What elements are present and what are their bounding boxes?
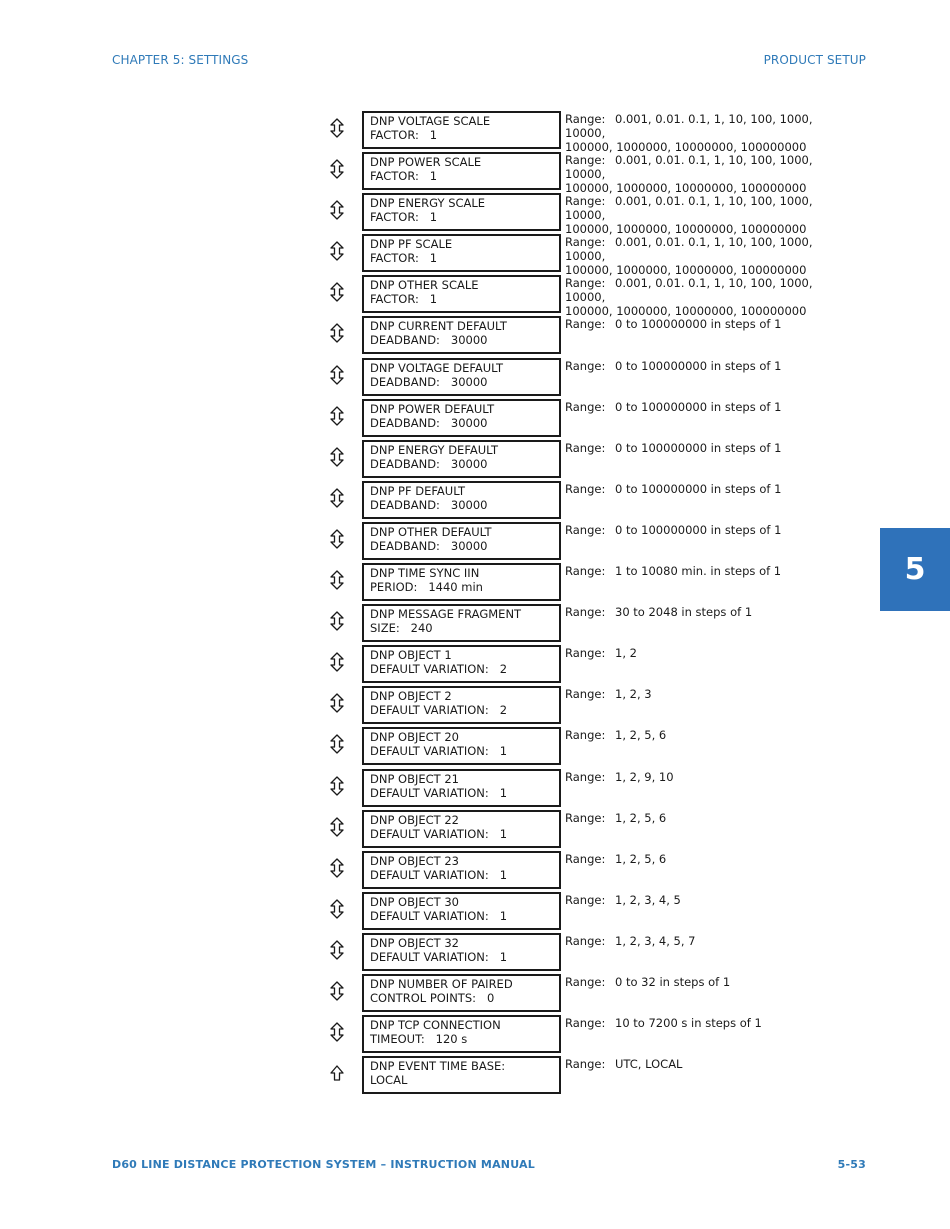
setting-value: FACTOR: 1 [370,128,438,142]
setting-row [0,522,950,563]
setting-name: DNP MESSAGE FRAGMENT [370,607,522,622]
range-values: 1, 2, 3 [615,687,652,702]
setting-value: DEFAULT VARIATION: 1 [370,785,508,800]
range-values-continued: 100000, 1000000, 10000000, 100000000 [565,140,807,154]
range-label: Range: [565,194,606,209]
setting-display [362,769,561,807]
setting-row [0,645,950,686]
setting-row [0,933,950,974]
setting-display [362,234,561,272]
range-label: Range: [565,892,606,907]
setting-range [565,112,855,154]
setting-name: DNP POWER SCALE [370,155,482,170]
setting-range [565,482,855,496]
range-values: 0.001, 0.01. 0.1, 1, 10, 100, 1000, 10000, [565,194,817,223]
setting-display [362,933,561,971]
section-header: PRODUCT SETUP [763,53,866,67]
range-values: 10 to 7200 s in steps of 1 [615,1016,762,1031]
range-values: 0 to 100000000 in steps of 1 [615,481,782,496]
setting-value: FACTOR: 1 [370,292,438,307]
setting-range [565,194,855,236]
setting-display [362,974,561,1012]
up-down-arrow-icon [329,118,345,138]
setting-range [565,770,855,784]
setting-value: SIZE: 240 [370,621,433,636]
setting-range [565,441,855,455]
setting-range [565,893,855,907]
setting-display [362,892,561,930]
setting-row [0,152,950,196]
setting-row [0,892,950,933]
setting-range [565,646,855,660]
setting-name: DNP PF SCALE [370,237,453,252]
setting-range [565,811,855,825]
range-values: 0 to 100000000 in steps of 1 [615,399,782,414]
up-down-arrow-icon [329,323,345,343]
range-label: Range: [565,358,606,373]
setting-name: DNP OBJECT 2 [370,689,452,704]
setting-display [362,1015,561,1053]
range-values: 1, 2, 5, 6 [615,810,667,825]
setting-range [565,1057,855,1071]
setting-row [0,1056,950,1097]
setting-range [565,934,855,948]
setting-range [565,400,855,414]
range-label: Range: [565,440,606,455]
setting-value: LOCAL [370,1073,408,1088]
range-values: 0.001, 0.01. 0.1, 1, 10, 100, 1000, 10000, [565,276,817,305]
range-label: Range: [565,399,606,414]
setting-row [0,275,950,319]
setting-name: DNP PF DEFAULT [370,483,466,498]
setting-name: DNP OBJECT 20 [370,730,459,745]
setting-range [565,359,855,373]
setting-range [565,687,855,701]
range-values-continued: 100000, 1000000, 10000000, 100000000 [565,304,807,319]
setting-range [565,728,855,742]
setting-value: DEFAULT VARIATION: 1 [370,826,508,841]
range-values: 0.001, 0.01. 0.1, 1, 10, 100, 1000, 10000, [565,153,817,182]
up-down-arrow-icon [329,488,345,508]
setting-name: DNP TIME SYNC IIN [370,566,480,581]
setting-range [565,523,855,537]
setting-value: DEFAULT VARIATION: 2 [370,703,508,718]
up-down-arrow-icon [329,693,345,713]
setting-display [362,686,561,724]
setting-row [0,769,950,810]
up-down-arrow-icon [329,365,345,385]
setting-name: DNP OBJECT 21 [370,771,459,786]
up-down-arrow-icon [329,570,345,590]
setting-value: PERIOD: 1440 min [370,580,483,595]
setting-name: DNP OBJECT 32 [370,935,459,950]
range-values-continued: 100000, 1000000, 10000000, 100000000 [565,181,807,196]
setting-value: TIMEOUT: 120 s [370,1032,468,1047]
setting-range [565,235,855,277]
setting-display [362,645,561,683]
up-down-arrow-icon [329,159,345,179]
setting-value: DEADBAND: 30000 [370,374,488,389]
range-label: Range: [565,851,606,866]
range-values: 1, 2, 9, 10 [615,769,674,784]
setting-value: DEFAULT VARIATION: 1 [370,744,508,759]
setting-range [565,852,855,866]
manual-title-footer: D60 LINE DISTANCE PROTECTION SYSTEM – INSTRUCTION MANUAL [112,1158,535,1171]
setting-display [362,152,561,190]
setting-display [362,851,561,889]
range-values: UTC, LOCAL [615,1057,683,1072]
setting-row [0,686,950,727]
up-down-arrow-icon [329,940,345,960]
setting-row [0,316,950,357]
setting-name: DNP OBJECT 1 [370,648,452,663]
setting-value: DEADBAND: 30000 [370,415,488,430]
settings-list [0,111,950,1097]
setting-value: FACTOR: 1 [370,210,438,225]
setting-row [0,810,950,851]
range-label: Range: [565,522,606,537]
range-label: Range: [565,564,606,579]
setting-name: DNP ENERGY DEFAULT [370,442,499,457]
setting-value: DEFAULT VARIATION: 1 [370,867,508,882]
setting-name: DNP OTHER DEFAULT [370,524,492,539]
range-values-continued: 100000, 1000000, 10000000, 100000000 [565,222,807,237]
setting-row [0,399,950,440]
up-arrow-icon [329,1063,345,1083]
up-down-arrow-icon [329,734,345,754]
setting-name: DNP NUMBER OF PAIRED [370,976,513,991]
up-down-arrow-icon [329,858,345,878]
setting-row [0,1015,950,1056]
setting-row [0,440,950,481]
setting-row [0,727,950,768]
range-values: 1, 2, 5, 6 [615,728,667,743]
up-down-arrow-icon [329,447,345,467]
range-label: Range: [565,112,606,126]
setting-value: CONTROL POINTS: 0 [370,990,495,1005]
setting-display [362,563,561,601]
setting-display [362,399,561,437]
setting-display [362,358,561,396]
setting-display [362,481,561,519]
range-values: 0 to 100000000 in steps of 1 [615,440,782,455]
up-down-arrow-icon [329,652,345,672]
range-values: 0.001, 0.01. 0.1, 1, 10, 100, 1000, 10000, [565,112,817,140]
up-down-arrow-icon [329,406,345,426]
setting-name: DNP OBJECT 30 [370,894,459,909]
up-down-arrow-icon [329,529,345,549]
setting-display [362,522,561,560]
range-values: 0 to 100000000 in steps of 1 [615,522,782,537]
up-down-arrow-icon [329,981,345,1001]
up-down-arrow-icon [329,611,345,631]
setting-value: DEFAULT VARIATION: 1 [370,949,508,964]
up-down-arrow-icon [329,282,345,302]
range-label: Range: [565,728,606,743]
setting-name: DNP POWER DEFAULT [370,401,495,416]
setting-value: DEADBAND: 30000 [370,333,488,348]
setting-range [565,605,855,619]
setting-display [362,111,561,149]
setting-range [565,1016,855,1030]
setting-row [0,193,950,237]
up-down-arrow-icon [329,200,345,220]
setting-display [362,727,561,765]
range-label: Range: [565,235,606,250]
up-down-arrow-icon [329,899,345,919]
up-down-arrow-icon [329,241,345,261]
up-down-arrow-icon [329,776,345,796]
range-values: 1 to 10080 min. in steps of 1 [615,564,782,579]
setting-display [362,275,561,313]
setting-range [565,276,855,318]
setting-name: DNP OTHER SCALE [370,278,479,293]
setting-range [565,153,855,195]
setting-row [0,481,950,522]
range-values: 0 to 100000000 in steps of 1 [615,358,782,373]
range-label: Range: [565,933,606,948]
setting-row [0,604,950,645]
setting-name: DNP TCP CONNECTION [370,1018,501,1033]
setting-display [362,1056,561,1094]
setting-name: DNP CURRENT DEFAULT [370,319,507,334]
range-values: 0 to 32 in steps of 1 [615,974,731,989]
range-label: Range: [565,974,606,989]
range-label: Range: [565,646,606,661]
setting-value: DEADBAND: 30000 [370,538,488,553]
up-down-arrow-icon [329,1022,345,1042]
setting-name: DNP VOLTAGE DEFAULT [370,360,504,375]
setting-row [0,358,950,399]
setting-value: DEFAULT VARIATION: 2 [370,662,508,677]
setting-row [0,851,950,892]
setting-display [362,604,561,642]
setting-range [565,975,855,989]
setting-name: DNP ENERGY SCALE [370,196,486,211]
range-values: 1, 2, 3, 4, 5 [615,892,681,907]
range-label: Range: [565,481,606,496]
setting-display [362,440,561,478]
range-values: 0 to 100000000 in steps of 1 [615,317,782,332]
range-values-continued: 100000, 1000000, 10000000, 100000000 [565,263,807,278]
setting-name: DNP OBJECT 22 [370,812,459,827]
setting-range [565,317,855,331]
range-label: Range: [565,687,606,702]
range-label: Range: [565,276,606,291]
setting-row [0,974,950,1015]
range-label: Range: [565,153,606,168]
setting-value: DEADBAND: 30000 [370,456,488,471]
range-values: 1, 2 [615,646,637,661]
setting-value: FACTOR: 1 [370,251,438,266]
range-values: 30 to 2048 in steps of 1 [615,605,753,620]
range-label: Range: [565,605,606,620]
range-label: Range: [565,810,606,825]
setting-row [0,234,950,278]
setting-name: DNP OBJECT 23 [370,853,459,868]
range-values: 0.001, 0.01. 0.1, 1, 10, 100, 1000, 10000, [565,235,817,264]
range-label: Range: [565,317,606,332]
range-label: Range: [565,1016,606,1031]
setting-display [362,810,561,848]
range-values: 1, 2, 5, 6 [615,851,667,866]
setting-value: FACTOR: 1 [370,169,438,184]
page-number: 5-53 [837,1158,866,1171]
chapter-header: CHAPTER 5: SETTINGS [112,53,249,67]
chapter-tab: 5 [880,528,950,611]
setting-value: DEADBAND: 30000 [370,497,488,512]
range-values: 1, 2, 3, 4, 5, 7 [615,933,696,948]
setting-display [362,316,561,354]
setting-name: DNP VOLTAGE SCALE [370,114,491,128]
setting-name: DNP EVENT TIME BASE: [370,1059,506,1074]
setting-range [565,564,855,578]
setting-row [0,111,950,152]
up-down-arrow-icon [329,817,345,837]
range-label: Range: [565,1057,606,1072]
setting-row [0,563,950,604]
setting-display [362,193,561,231]
setting-value: DEFAULT VARIATION: 1 [370,908,508,923]
range-label: Range: [565,769,606,784]
